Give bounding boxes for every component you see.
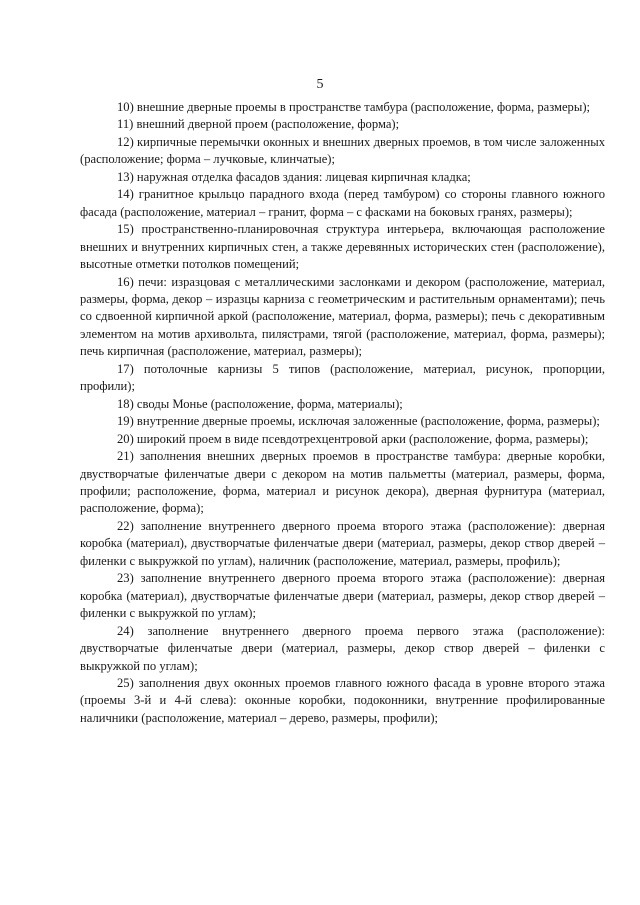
list-item-22: 22) заполнение внутреннего дверного проема второго этажа (расположение): дверная коробка (материал), двустворчатые филенчатые двери (материал, размеры, декор створ дверей – филенки с выкружкой по углам), наличник (расположение, материал, размеры, профиль); [80, 518, 605, 568]
list-item-25: 25) заполнения двух оконных проемов главного южного фасада в уровне второго этажа (проемы 3-й и 4-й слева): оконные коробки, подоконники, внутренние профилированные наличники (расположение, материал – дерево, размеры, профили); [80, 675, 605, 725]
list-item-16: 16) печи: изразцовая с металлическими заслонками и декором (расположение, материал, размеры, форма, декор – изразцы карниза с геометрическим и растительным орнаментами); печь со сдвоенной кирпичной аркой (расположение, материал, форма, размеры); печь с декоративным элементом на мотив архивольта, пилястрами, тягой (расположение, материал, форма, размеры); печь кирпичная (расположение, материал, размеры); [80, 274, 605, 359]
list-item-14: 14) гранитное крыльцо парадного входа (перед тамбуром) со стороны главного южного фасада (расположение, материал – гранит, форма – с фасками на боковых гранях, размеры); [80, 187, 605, 219]
list-item-18: 18) своды Монье (расположение, форма, материалы); [117, 396, 403, 411]
document-body [80, 99, 605, 727]
list-item-13: 13) наружная отделка фасадов здания: лицевая кирпичная кладка; [117, 169, 471, 184]
list-item-19: 19) внутренние дверные проемы, исключая заложенные (расположение, форма, размеры); [117, 414, 600, 429]
list-item-21: 21) заполнения внешних дверных проемов в пространстве тамбура: дверные коробки, двустворчатые филенчатые двери с декором на мотив пальметты (материал, размеры, форма, профили; расположение, форма, материал и рисунок декора), дверная фурнитура (материал, расположение, форма); [80, 449, 605, 516]
list-item-20: 20) широкий проем в виде псевдотрехцентровой арки (расположение, форма, размеры); [117, 431, 589, 446]
list-item-11: 11) внешний дверной проем (расположение, форма); [117, 117, 400, 132]
list-item-10: 10) внешние дверные проемы в пространстве тамбура (расположение, форма, размеры); [117, 100, 591, 114]
list-item-23: 23) заполнение внутреннего дверного проема второго этажа (расположение): дверная коробка (материал), двустворчатые филенчатые двери (материал, размеры, декор створ дверей – филенки с выкружкой по углам); [80, 571, 605, 621]
page-number: 5 [316, 77, 324, 92]
list-item-15: 15) пространственно-планировочная структура интерьера, включающая расположение внешних и внутренних кирпичных стен, а также деревянных исторических стен (расположение), высотные отметки потолков помещений; [80, 222, 605, 272]
list-item-12: 12) кирпичные перемычки оконных и внешних дверных проемов, в том числе заложенных (расположение; форма – лучковые, клинчатые); [80, 134, 605, 167]
list-item-24: 24) заполнение внутреннего дверного проема первого этажа (расположение): двустворчатые филенчатые двери (материал, размеры, декор створ дверей – филенки с выкружкой по углам); [80, 623, 605, 673]
list-item-17: 17) потолочные карнизы 5 типов (расположение, материал, рисунок, пропорции, профили); [80, 361, 605, 394]
